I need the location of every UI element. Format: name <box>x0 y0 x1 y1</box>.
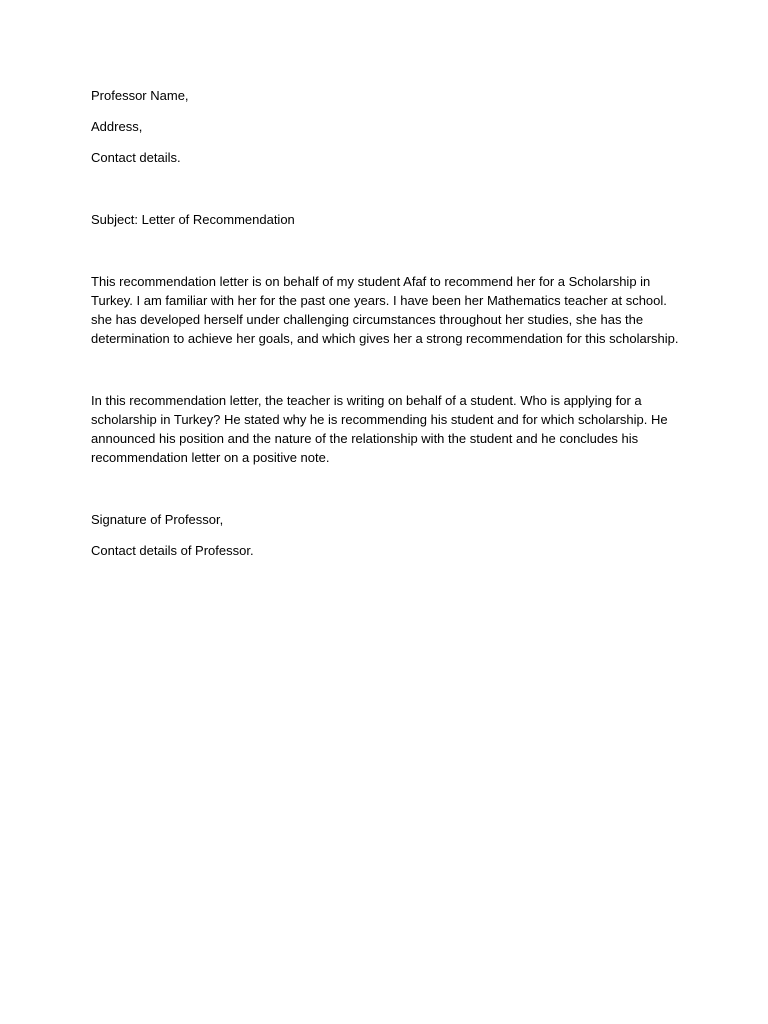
professor-signature: Signature of Professor, <box>91 512 224 527</box>
body-paragraph-1: This recommendation letter is on behalf of my student Afaf to recommend her for a Scholarship in Turkey. I am familiar with her for the past one years. I have been her Mathematics teacher at school. she has developed herself under challenging circumstances throughout her studies, she has the determination to achieve her goals, and which gives her a strong recommendation for this scholarship. <box>91 274 679 346</box>
professor-address: Address, <box>91 119 143 134</box>
letter-page <box>91 86 691 560</box>
professor-contact-details: Contact details. <box>91 150 181 165</box>
closing-contact-details: Contact details of Professor. <box>91 543 254 558</box>
letter-subject: Subject: Letter of Recommendation <box>91 212 295 227</box>
body-paragraph-2: In this recommendation letter, the teacher is writing on behalf of a student. Who is applying for a scholarship in Turkey? He stated why he is recommending his student and for which scholarship. He announced his position and the nature of the relationship with the student and he concludes his recommendation letter on a positive note. <box>91 393 668 465</box>
professor-name: Professor Name, <box>91 88 189 103</box>
